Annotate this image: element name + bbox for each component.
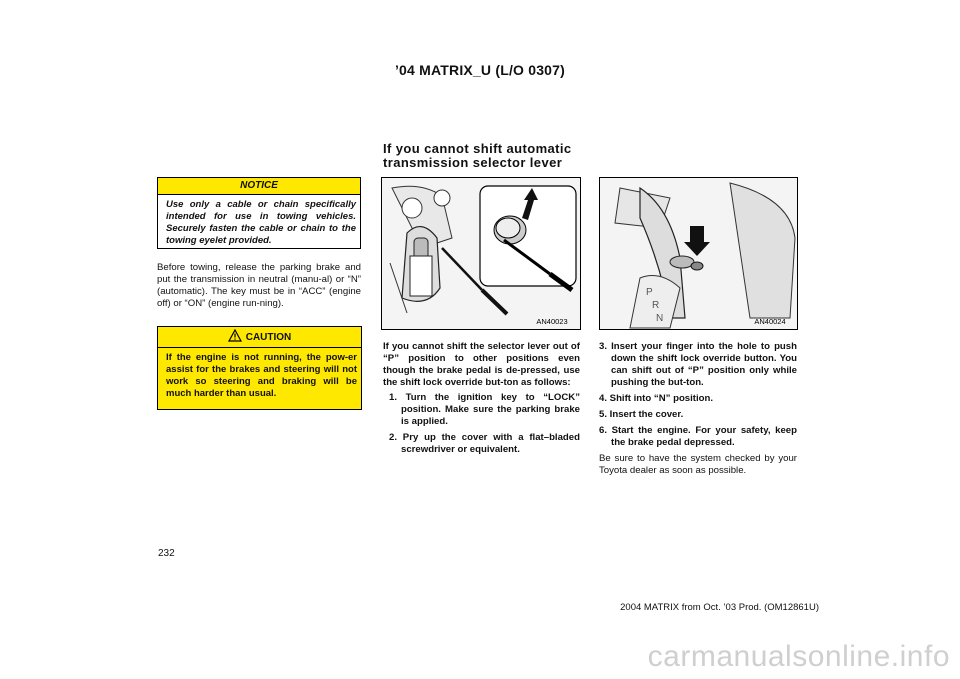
figure-code-2: AN40024: [754, 317, 786, 326]
step-1: 1. Turn the ignition key to “LOCK” position. Make sure the parking brake is applied.: [389, 392, 580, 427]
warning-triangle-icon: [228, 329, 242, 342]
step-2: 2. Pry up the cover with a flat–bladed screwdriver or equivalent.: [389, 432, 580, 455]
step-3: 3. Insert your finger into the hole to push down the shift lock override button. You can shift out of “P” position only while pushing the but-ton.: [599, 341, 797, 388]
section-heading-line-2: transmission selector lever: [383, 155, 563, 170]
svg-text:N: N: [656, 313, 664, 324]
caution-text: If the engine is not running, the pow-er assist for the brakes and steering will not work so steering and braking will be much harder than usual.: [166, 352, 357, 399]
section-heading-line-1: If you cannot shift automatic: [383, 141, 572, 156]
instructions-column-right: [599, 341, 797, 477]
document-header-title: ’04 MATRIX_U (L/O 0307): [394, 62, 566, 78]
document-footer: 2004 MATRIX from Oct. ’03 Prod. (OM12861U): [620, 602, 819, 613]
figure-shift-lock-cover: [381, 177, 581, 330]
svg-text:R: R: [652, 300, 660, 311]
step-4: 4. Shift into “N” position.: [599, 393, 714, 404]
instructions-column-middle: [383, 341, 580, 460]
watermark-text: carmanualsonline.info: [647, 640, 950, 673]
instructions-intro: If you cannot shift the selector lever out of “P” position to other positions even though the brake pedal is de-pressed, use the shift lock override but-ton as follows:: [383, 341, 580, 388]
notice-box: [157, 177, 361, 249]
closing-paragraph: Be sure to have the system checked by your Toyota dealer as soon as possible.: [599, 453, 797, 476]
notice-text: Use only a cable or chain specifically intended for use in towing vehicles. Securely fasten the cable or chain to the towing eyelet provided.: [166, 199, 356, 246]
page-number: 232: [158, 548, 175, 559]
shift-lever-illustration: [600, 178, 797, 329]
section-heading: [383, 142, 572, 170]
dashboard-console-illustration: [382, 178, 580, 329]
notice-title: NOTICE: [158, 178, 360, 195]
step-6: 6. Start the engine. For your safety, keep the brake pedal depressed.: [599, 425, 797, 448]
figure-code-1: AN40023: [536, 317, 568, 326]
caution-header: [158, 327, 361, 348]
step-5: 5. Insert the cover.: [599, 409, 684, 420]
caution-title: CAUTION: [245, 332, 292, 343]
svg-text:P: P: [646, 287, 653, 298]
towing-paragraph: Before towing, release the parking brake and put the transmission in neutral (manu-al) or “N” (automatic). The key must be in “ACC” (engine off) or “ON” (engine run-ning).: [157, 262, 361, 309]
figure-shift-lock-button: [599, 177, 798, 330]
caution-box: [157, 326, 362, 410]
